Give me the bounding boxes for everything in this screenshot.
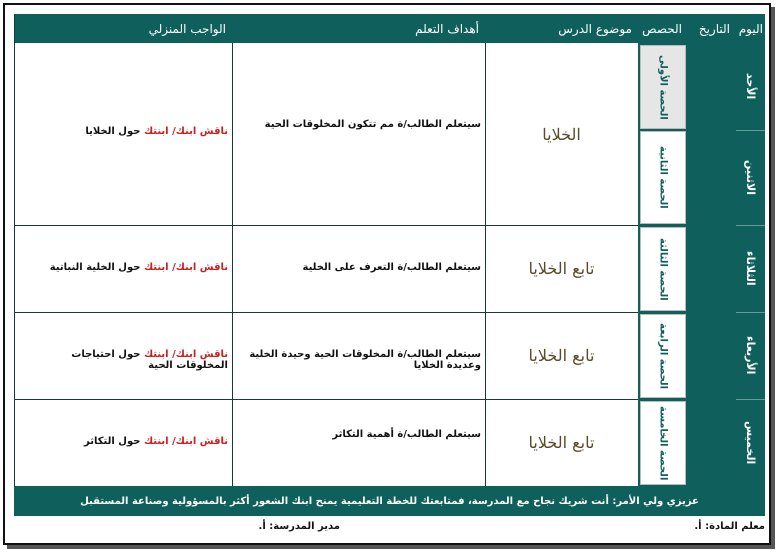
topic-4: تابع الخلايا: [528, 433, 595, 452]
homework-prefix: ناقش ابنك/ ابنتك: [143, 126, 228, 137]
period-label-1: الحصة الأولى: [657, 54, 669, 120]
homework-text: حول الخلايا: [85, 126, 141, 137]
header-goals: أهداف التعلم: [232, 14, 485, 43]
period-label-4: الحصة الرابعة: [657, 322, 669, 390]
goal-1: سيتعلم الطالب/ة مم تتكون المخلوقات الحية: [264, 119, 481, 130]
header-date: التاريخ: [688, 14, 736, 43]
homework-2: [18, 262, 228, 273]
period-label-5: الحصة الخامسة: [657, 405, 669, 481]
grid-line: [736, 312, 765, 313]
grid-line: [736, 225, 765, 226]
date-column: [688, 43, 736, 486]
period-label-2: الحصة الثانية: [657, 146, 669, 209]
homework-3: [18, 349, 228, 371]
topic-1: الخلايا: [542, 124, 581, 144]
teacher-signature-label: معلم المادة: أ.: [694, 521, 765, 532]
day-label-sunday: الأحد: [744, 73, 757, 100]
goal-2: سيتعلم الطالب/ة التعرف على الخلية: [302, 262, 481, 273]
grid-line: [736, 399, 765, 400]
day-label-monday: الاثنين: [744, 160, 757, 195]
homework-prefix: ناقش ابنك/ ابنتك: [143, 262, 228, 273]
grid-line: [736, 130, 765, 131]
homework-prefix: ناقش ابنك/ ابنتك: [143, 349, 228, 360]
period-label-3: الحصة الثالثة: [657, 237, 669, 301]
homework-text: حول احتياجات المخلوقات الحية: [71, 349, 228, 371]
header-topic: موضوع الدرس: [485, 14, 638, 43]
homework-text: حول الخلية النباتية: [49, 262, 141, 273]
header-periods: الحصص: [638, 14, 688, 43]
homework-1: [18, 126, 228, 137]
day-label-wednesday: الأربعاء: [744, 336, 757, 375]
header-homework: الواجب المنزلي: [14, 14, 232, 43]
day-label-thursday: الخميس: [744, 420, 757, 465]
topic-3: تابع الخلايا: [528, 346, 595, 365]
goal-4: سيتعلم الطالب/ة أهمية التكاثر: [332, 429, 481, 440]
grid-line: [14, 14, 15, 516]
day-label-tuesday: الثلاثاء: [744, 251, 757, 286]
goal-3: سيتعلم الطالب/ة المخلوقات الحية وحيدة الخلية وعديدة الخلايا: [249, 349, 481, 371]
principal-signature-label: مدير المدرسة: أ.: [258, 521, 340, 532]
topic-2: تابع الخلايا: [528, 259, 595, 278]
homework-4: [18, 436, 228, 447]
homework-text: حول التكاثر: [84, 436, 141, 447]
parent-message-bar: [14, 486, 765, 516]
header-day: اليوم: [736, 14, 765, 43]
parent-message: عزيزي ولي الأمر: أنت شريك نجاح مع المدرسة، فمتابعتك للخطة التعليمية يمنح ابنك الشعور أكثر بالمسؤولية وصناعة المستقبل: [80, 495, 699, 507]
grid-line: [232, 43, 233, 486]
homework-prefix: ناقش ابنك/ ابنتك: [143, 436, 228, 447]
